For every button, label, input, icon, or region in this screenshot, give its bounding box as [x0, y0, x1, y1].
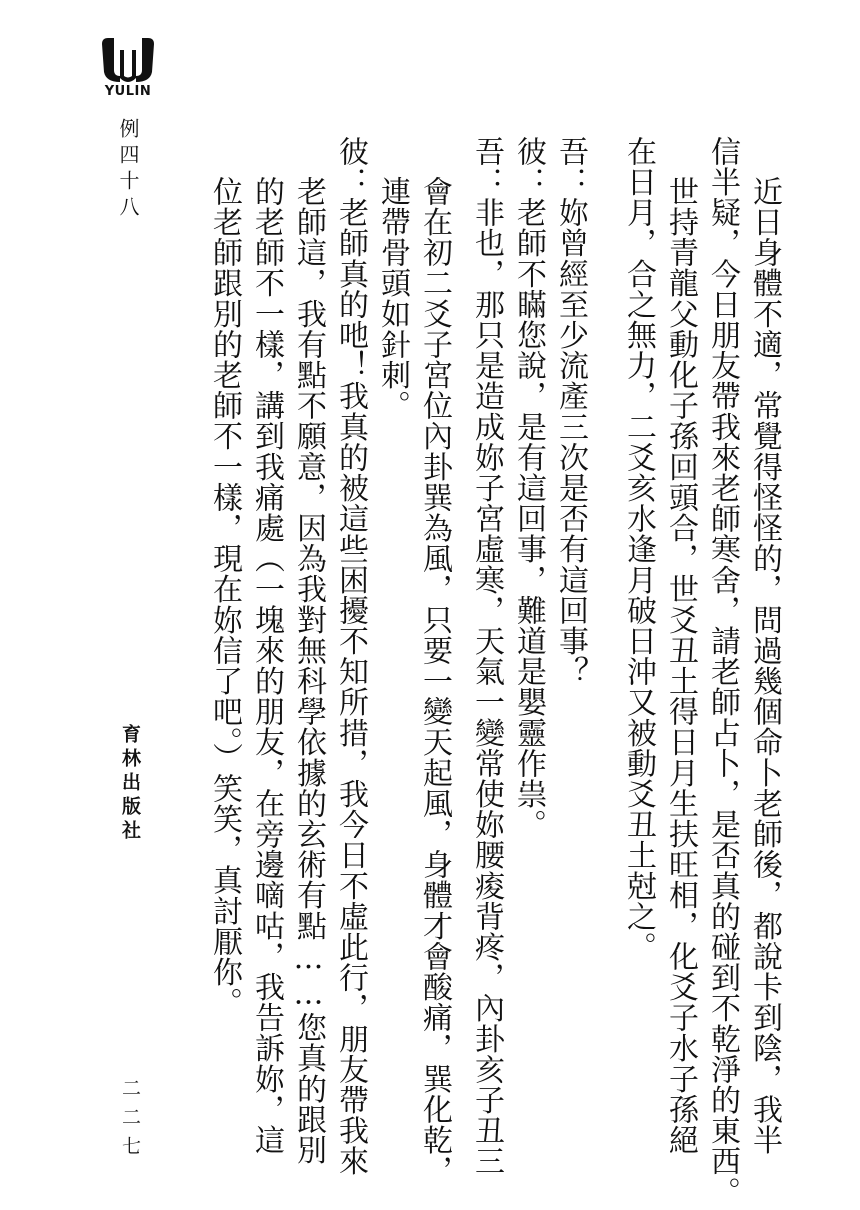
text-column-10: 彼：老師真的吔！我真的被這些困擾不知所措，我今日不虛此行，朋友帶我來 — [333, 136, 368, 1177]
text-column-1: 近日身體不適，常覺得怪怪的，問過幾個命卜老師後，都說卡到陰，我半 — [747, 176, 782, 1156]
text-column-5: 吾：妳曾經至少流產三次是否有這回事？ — [553, 136, 588, 687]
publisher-logo — [98, 36, 158, 102]
text-column-7: 吾：非也，那只是造成妳子宮虛寒，天氣一變常使妳腰痠背疼，內卦亥子丑三 — [469, 136, 504, 1177]
text-column-8: 會在初二爻子宮位內卦巽為風，只要一變天起風，身體才會酸痛，巽化乾， — [417, 176, 452, 1186]
text-column-6: 彼：老師不瞞您說，是有這回事，難道是嬰靈作祟。 — [511, 136, 546, 840]
text-column-9: 連帶骨頭如針刺。 — [375, 176, 410, 421]
text-column-4: 在日月，合之無力，二爻亥水逢月破日沖又被動爻丑土尅之。 — [621, 136, 656, 963]
page-number: 二二七 — [119, 1078, 141, 1165]
text-column-2: 信半疑，今日朋友帶我來老師寒舍，請老師占卜，是否真的碰到不乾淨的東西。 — [705, 136, 740, 1207]
text-column-3: 世持青龍父動化子孫回頭合，世爻丑土得日月生扶旺相，化爻子水子孫絕 — [663, 176, 698, 1156]
logo-text: YULIN — [104, 84, 152, 99]
yulin-logo-icon — [98, 36, 158, 84]
text-column-11: 老師這，我有點不願意，因為我對無科學依據的玄術有點……您真的跟別 — [291, 176, 326, 1166]
text-column-12: 的老師不一樣，講到我痛處（一塊來的朋友，在旁邊嘀咕，我告訴妳，這 — [249, 176, 284, 1156]
chapter-label: 例四十八 — [116, 118, 140, 222]
publisher-name: 育林出版社 — [119, 724, 141, 844]
text-column-13: 位老師跟別的老師不一樣，現在妳信了吧。）笑笑，真討厭你。 — [207, 176, 242, 1018]
